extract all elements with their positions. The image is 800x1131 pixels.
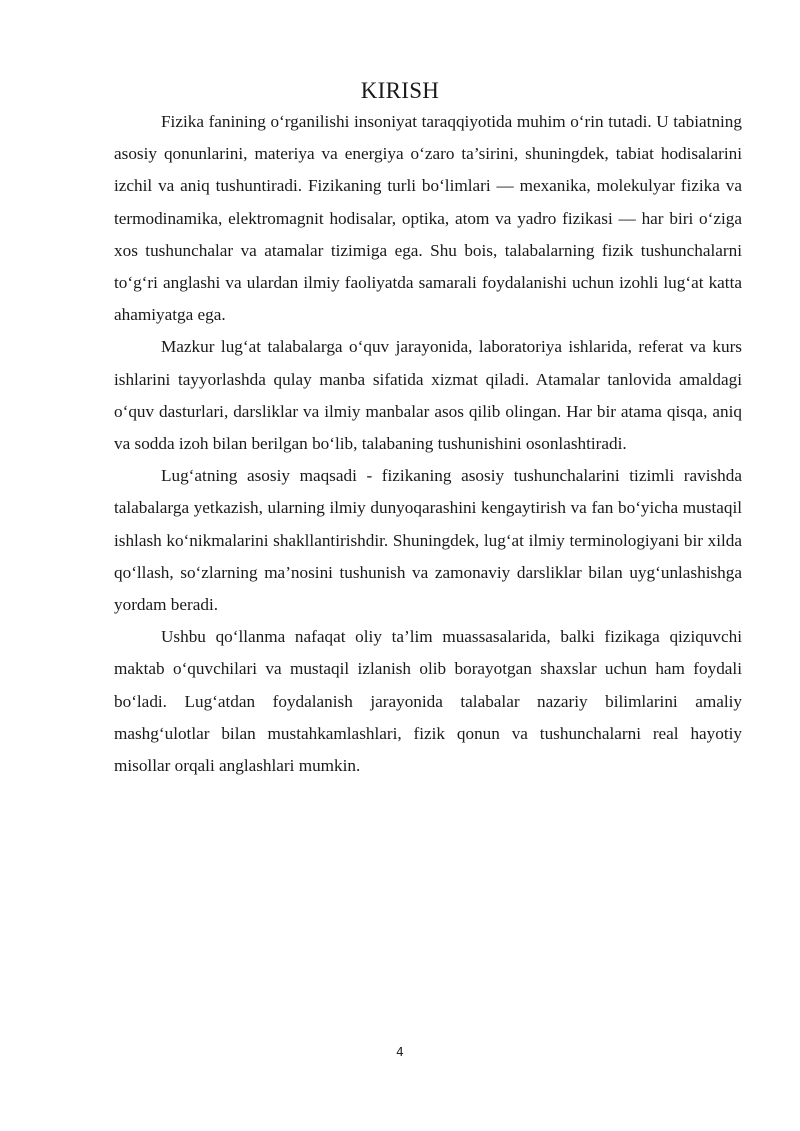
paragraph-2: Mazkur lug‘at talabalarga o‘quv jarayonida, laboratoriya ishlarida, referat va kurs ishlarini tayyorlashda qulay manba sifatida xizmat qiladi. Atamalar tanlovida amaldagi o‘quv dasturlari, darsliklar va ilmiy manbalar asos qilib olingan. Har bir atama qisqa, aniq va sodda izoh bilan berilgan bo‘lib, talabaning tushunishini osonlashtiradi.: [114, 337, 742, 454]
paragraph-1: Fizika fanining o‘rganilishi insoniyat taraqqiyotida muhim o‘rin tutadi. U tabiatning asosiy qonunlarini, materiya va energiya o‘zaro ta’sirini, shuningdek, tabiat hodisalarini izchil va aniq tushuntiradi. Fizikaning turli bo‘limlari — mexanika, molekulyar fizika va termodinamika, elektromagnit hodisalar, optika, atom va yadro fizikasi — har biri o‘ziga xos tushunchalar va atamalar tizimiga ega. Shu bois, talabalarning fizik tushunchalarni to‘g‘ri anglashi va ulardan ilmiy faoliyatda samarali foydalanishi uchun izohli lug‘at katta ahamiyatga ega.: [114, 112, 742, 325]
paragraph-3: Lug‘atning asosiy maqsadi - fizikaning asosiy tushunchalarini tizimli ravishda talabalarga yetkazish, ularning ilmiy dunyoqarashini kengaytirish va fan bo‘yicha mustaqil ishlash ko‘nikmalarini shakllantirishdir. Shuningdek, lug‘at ilmiy terminologiyani bir xilda qo‘llash, so‘zlarning ma’nosini tushunish va zamonaviy darsliklar bilan uyg‘unlashishga yordam beradi.: [114, 466, 742, 615]
page-number: 4: [396, 1045, 404, 1059]
paragraph-4: Ushbu qo‘llanma nafaqat oliy ta’lim muassasalarida, balki fizikaga qiziquvchi maktab o‘quvchilari va mustaqil izlanish olib borayotgan shaxslar uchun ham foydali bo‘ladi. Lug‘atdan foydalanish jarayonida talabalar nazariy bilimlarini amaliy mashg‘ulotlar bilan mustahkamlashlari, fizik qonun va tushunchalarni real hayotiy misollar orqali anglashlari mumkin.: [114, 627, 742, 776]
body-text: [114, 106, 742, 782]
page-title: KIRISH: [360, 78, 440, 103]
